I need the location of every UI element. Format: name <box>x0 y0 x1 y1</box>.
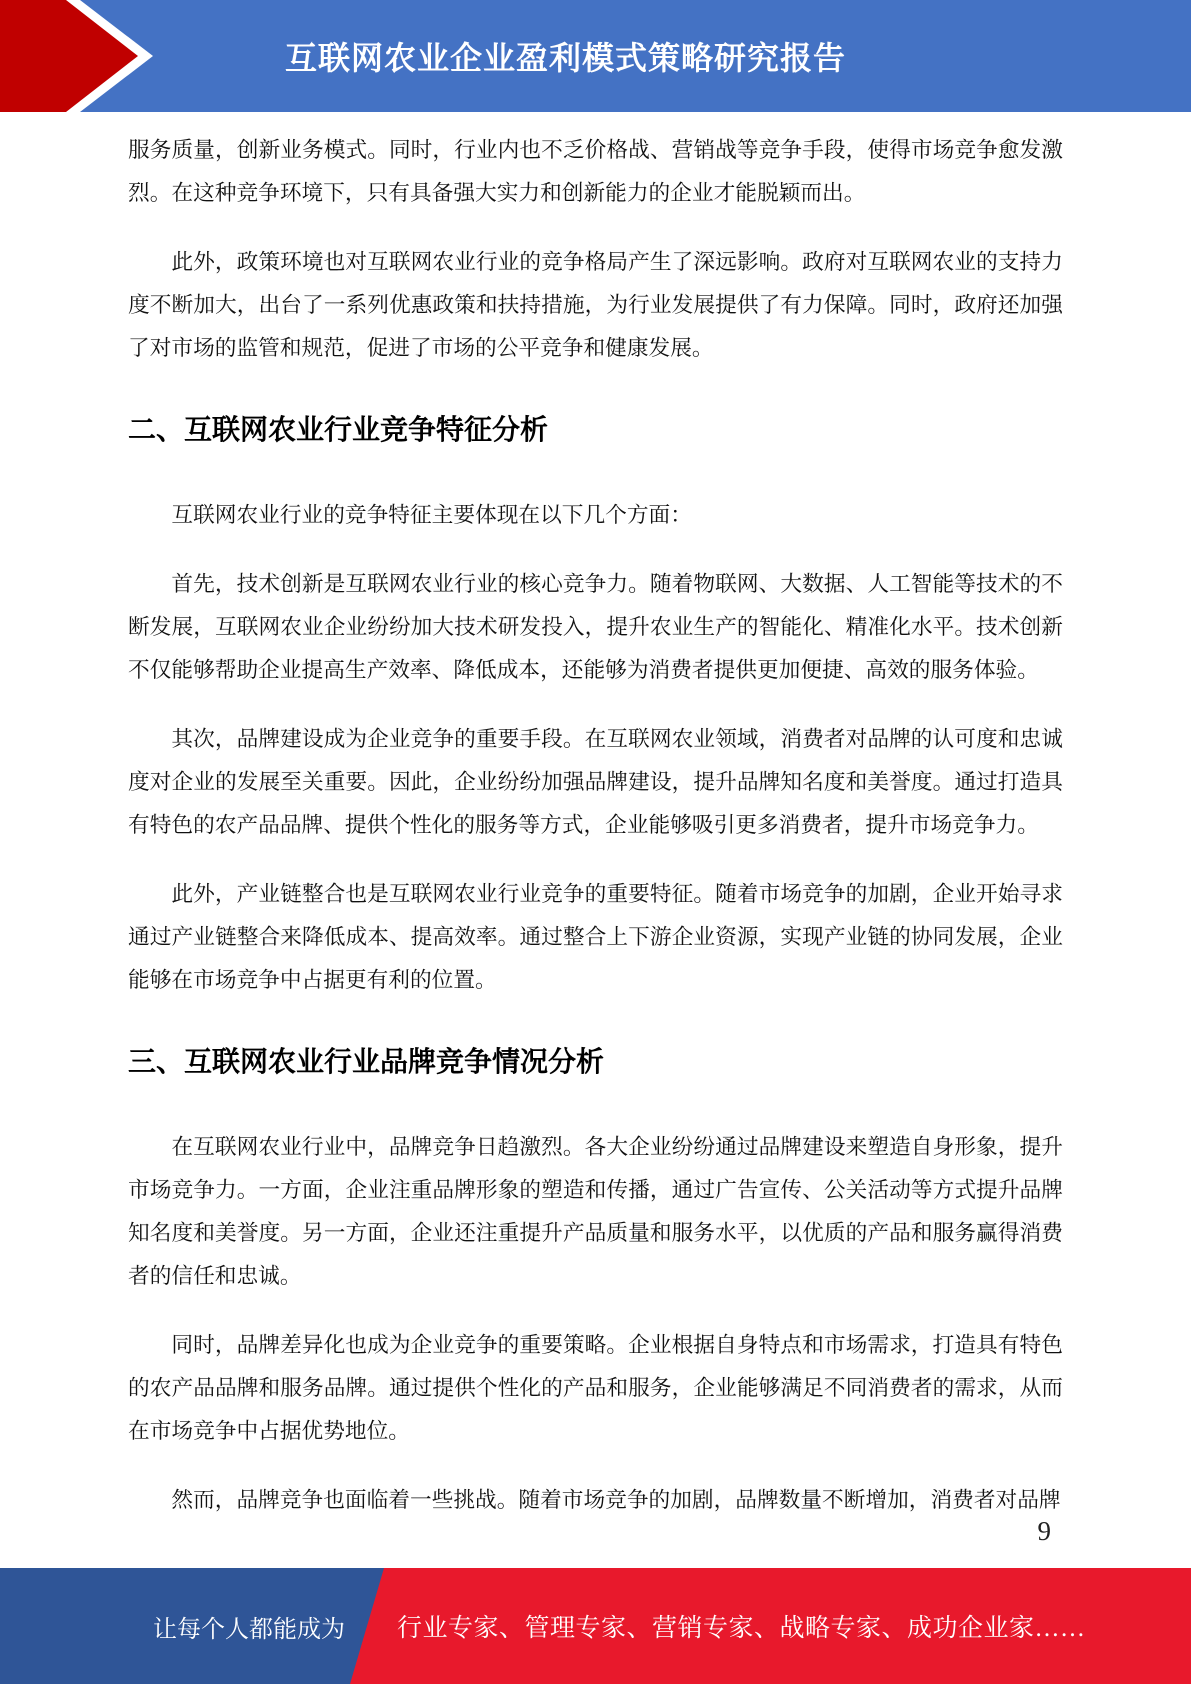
footer-slogan-left: 让每个人都能成为 <box>153 1616 345 1643</box>
section-heading: 三、互联网农业行业品牌竞争情况分析 <box>128 1046 605 1077</box>
body-paragraph: 互联网农业行业的竞争特征主要体现在以下几个方面： <box>171 503 692 527</box>
report-title: 互联网农业企业盈利模式策略研究报告 <box>284 40 846 76</box>
body-paragraph: 服务质量，创新业务模式。同时，行业内也不乏价格战、营销战等竞争手段，使得市场竞争愈发激烈。在这种竞争环境下，只有具备强大实力和创新能力的企业才能脱颖而出。 <box>128 138 1063 205</box>
body-paragraph: 首先，技术创新是互联网农业行业的核心竞争力。随着物联网、大数据、人工智能等技术的不断发展，互联网农业企业纷纷加大技术研发投入，提升农业生产的智能化、精准化水平。技术创新不仅能够帮助企业提高生产效率、降低成本，还能够为消费者提供更加便捷、高效的服务体验。 <box>128 572 1063 682</box>
page-header <box>0 0 1191 112</box>
page-number: 9 <box>1037 1516 1051 1546</box>
body-paragraph: 其次，品牌建设成为企业竞争的重要手段。在互联网农业领域，消费者对品牌的认可度和忠诚度对企业的发展至关重要。因此，企业纷纷加强品牌建设，提升品牌知名度和美誉度。通过打造具有特色的农产品品牌、提供个性化的服务等方式，企业能够吸引更多消费者，提升市场竞争力。 <box>128 727 1063 837</box>
footer-slogan-right: 行业专家、管理专家、营销专家、战略专家、成功企业家…… <box>397 1615 1086 1642</box>
page-footer <box>0 1568 1191 1684</box>
body-paragraph: 此外，政策环境也对互联网农业行业的竞争格局产生了深远影响。政府对互联网农业的支持力度不断加大，出台了一系列优惠政策和扶持措施，为行业发展提供了有力保障。同时，政府还加强了对市场的监管和规范，促进了市场的公平竞争和健康发展。 <box>128 250 1063 360</box>
body-paragraph: 在互联网农业行业中，品牌竞争日趋激烈。各大企业纷纷通过品牌建设来塑造自身形象，提升市场竞争力。一方面，企业注重品牌形象的塑造和传播，通过广告宣传、公关活动等方式提升品牌知名度和美誉度。另一方面，企业还注重提升产品质量和服务水平，以优质的产品和服务赢得消费者的信任和忠诚。 <box>128 1135 1063 1288</box>
body-paragraph: 同时，品牌差异化也成为企业竞争的重要策略。企业根据自身特点和市场需求，打造具有特色的农产品品牌和服务品牌。通过提供个性化的产品和服务，企业能够满足不同消费者的需求，从而在市场竞争中占据优势地位。 <box>128 1333 1063 1443</box>
document-body <box>0 112 1191 1522</box>
body-paragraph: 然而，品牌竞争也面临着一些挑战。随着市场竞争的加剧，品牌数量不断增加，消费者对品牌 <box>171 1488 1061 1512</box>
section-heading: 二、互联网农业行业竞争特征分析 <box>128 414 549 445</box>
body-paragraph: 此外，产业链整合也是互联网农业行业竞争的重要特征。随着市场竞争的加剧，企业开始寻求通过产业链整合来降低成本、提高效率。通过整合上下游企业资源，实现产业链的协同发展，企业能够在市场竞争中占据更有利的位置。 <box>128 882 1063 992</box>
